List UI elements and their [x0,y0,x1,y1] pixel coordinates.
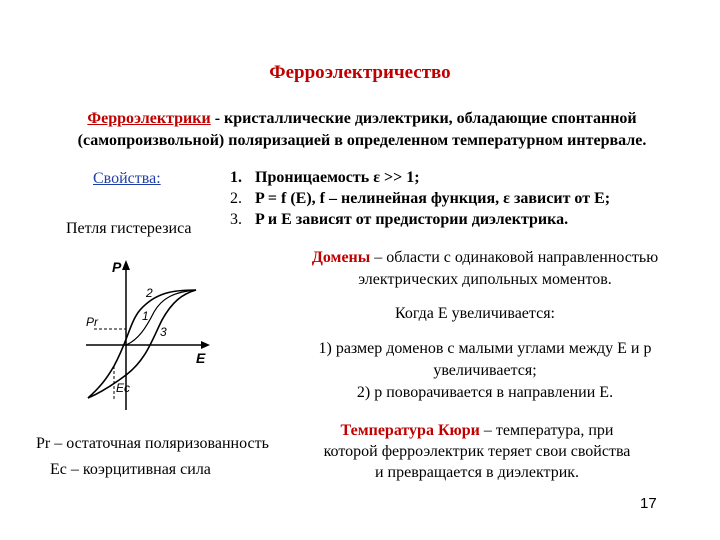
domains-paragraph [280,247,690,291]
domains-term: Домены [311,249,371,266]
curie-paragraph [318,420,636,483]
hysteresis-loop-graph [86,250,226,415]
e-axis-arrow [201,341,210,349]
curie-term: Температура Кюри [340,422,480,439]
curve-label-1: 1 [142,309,149,323]
property-number: 2. [230,190,242,207]
property-number: 1. [230,169,242,186]
ferroelectrics-term: Ферроэлектрики [87,110,211,127]
pr-label: Pr [86,315,98,329]
pr-definition: Pr – остаточная поляризованность [36,435,269,452]
effect-item: 1) размер доменов с малыми углами между E и p увеличивается; [318,340,652,379]
axis-e-label: E [196,350,206,366]
effect-item: 2) p поворачивается в направлении E. [356,384,614,401]
hysteresis-label: Петля гистерезиса [66,220,192,237]
intro-paragraph [20,108,704,152]
hysteresis-upper-branch [88,290,196,398]
property-item [230,167,610,188]
property-text: Проницаемость ε >> 1; [255,169,420,186]
property-item [230,209,610,230]
ec-definition: Ec – коэрцитивная сила [50,461,211,478]
property-text: P и E зависят от предистории диэлектрика. [255,211,569,228]
domains-definition: – области с одинаковой направленностью электрических дипольных моментов. [358,249,659,288]
effects-list [280,338,690,404]
curve-label-3: 3 [160,325,167,339]
properties-label: Свойства: [93,170,161,187]
property-item [230,188,610,209]
p-axis-arrow [122,260,130,270]
slide-title: Ферроэлектричество [269,62,451,83]
when-e-increases: Когда E увеличивается: [394,305,555,322]
ec-label: Ec [116,381,131,395]
property-number: 3. [230,211,242,228]
ferroelectrics-definition: - кристаллические диэлектрики, обладающие спонтанной (самопроизвольной) поляризацией в определенном температурном интервале. [77,110,647,149]
axis-p-label: P [112,259,122,275]
curie-definition: – температура, при которой ферроэлектрик теряет свои свойства и превращается в диэлектрик. [323,422,631,481]
curve-label-2: 2 [146,286,153,300]
page-number: 17 [640,495,657,512]
properties-list [230,167,610,230]
property-text: P = f (E), f – нелинейная функция, ε зависит от E; [255,190,611,207]
